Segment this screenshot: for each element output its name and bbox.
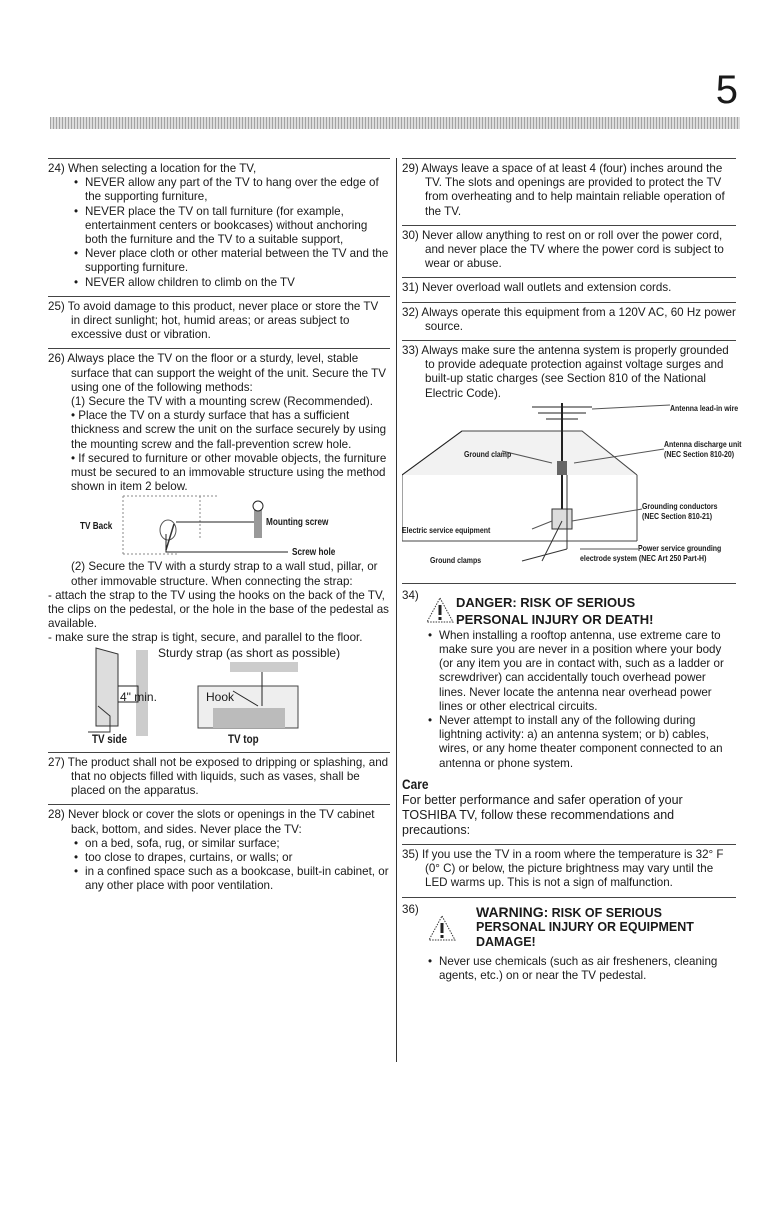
item-28-intro: 28) Never block or cover the slots or openings in the TV cabinet back, bottom, and sides. Never place the TV: <box>48 808 375 836</box>
item-33 <box>402 340 742 577</box>
electric-service-label: Electric service equipment <box>402 524 491 535</box>
item-24-bullet: • NEVER place the TV on tall furniture (for example, entertainment centers or bookcases) without anchoring both the furniture and the TV to a suitable support, <box>85 205 390 248</box>
tv-top-label: TV top <box>228 731 259 746</box>
warning-title-2: PERSONAL INJURY OR EQUIPMENT <box>476 919 694 934</box>
right-column <box>402 158 742 989</box>
power-grounding-label-2: electrode system (NEC Art 250 Part-H) <box>580 552 707 563</box>
grounding-section-label: (NEC Section 810-21) <box>642 510 713 521</box>
item-31-text: 31) Never overload wall outlets and extension cords. <box>402 281 672 295</box>
item-26-method-1a: • Place the TV on a sturdy surface that has a sufficient thickness and screw the unit on the surface securely by using the mounting screw and the fall-prevention screw hole. <box>71 409 387 451</box>
item-24-intro: 24) When selecting a location for the TV, <box>48 162 257 175</box>
item-34-bullet: • Never attempt to install any of the following during lightning activity: a) an antenna system; or b) cables, wires, or any home theater component connected to an antenna or phone system. <box>439 714 736 771</box>
left-column <box>48 158 390 900</box>
ground-clamp-label: Ground clamp <box>464 448 512 459</box>
item-34-number: 34) <box>402 588 419 602</box>
lead-in-label: Antenna lead-in wire <box>670 402 739 413</box>
warning-triangle-icon <box>426 597 454 623</box>
tv-back-label: TV Back <box>80 521 113 533</box>
grounding-conductors-label: Grounding conductors <box>642 500 718 511</box>
strap-label: Sturdy strap (as short as possible) <box>158 645 341 660</box>
item-32 <box>402 302 736 334</box>
screw-hole-label: Screw hole <box>292 547 336 559</box>
item-29-text: 29) Always leave a space of at least 4 (four) inches around the TV. The slots and openings are provided to protect the TV from overheating and to help maintain reliable operation of the TV. <box>402 162 725 218</box>
item-26-intro: 26) Always place the TV on the floor or a sturdy, level, stable surface that can support the weight of the unit. Secure the TV using one of the following methods: <box>48 352 386 394</box>
discharge-unit-label: Antenna discharge unit <box>664 438 742 449</box>
item-36 <box>402 897 736 983</box>
care-text: For better performance and safer operation of your TOSHIBA TV, follow these recommendations and precautions: <box>402 793 683 838</box>
item-28 <box>48 804 390 893</box>
item-26 <box>48 348 390 745</box>
item-28-bullet: • in a confined space such as a bookcase, built-in cabinet, or any other place with poor ventilation. <box>85 865 390 893</box>
mounting-screw-label: Mounting screw <box>266 517 329 529</box>
item-32-text: 32) Always operate this equipment from a 120V AC, 60 Hz power source. <box>402 305 736 333</box>
power-grounding-label: Power service grounding <box>638 542 722 553</box>
item-26-method-2a: - attach the strap to the TV using the hooks on the back of the TV, the clips on the pedestal, or the hole in the base of the pedestal as available. <box>48 588 389 631</box>
item-24-bullet: • Never place cloth or other material between the TV and the supporting furniture. <box>85 247 390 275</box>
item-24-bullet: • NEVER allow any part of the TV to hang over the edge of the supporting furniture, <box>85 176 390 204</box>
column-divider <box>396 158 397 1062</box>
item-26-method-1b: • If secured to furniture or other movable objects, the furniture must be secured to an immovable structure using the method shown in item 2 below. <box>71 451 387 494</box>
item-26-method-1: (1) Secure the TV with a mounting screw (Recommended). <box>71 395 373 409</box>
item-27-text: 27) The product shall not be exposed to dripping or splashing, and that no objects filled with liquids, such as vases, shall be placed on the apparatus. <box>48 755 389 798</box>
care-heading: Care <box>402 775 429 792</box>
warning-title-b: RISK OF SERIOUS <box>551 905 662 920</box>
danger-title-2: PERSONAL INJURY OR DEATH! <box>456 611 654 627</box>
item-28-bullet: • too close to drapes, curtains, or walls; or <box>85 851 390 865</box>
warning-triangle-icon <box>428 915 456 941</box>
item-36-bullet: • Never use chemicals (such as air fresheners, cleaning agents, etc.) on or near the TV pedestal. <box>439 955 736 983</box>
mounting-screw-figure <box>48 494 390 560</box>
item-27 <box>48 752 390 799</box>
item-25 <box>48 296 390 343</box>
item-24 <box>48 158 390 290</box>
hook-label: Hook <box>206 689 235 704</box>
item-30 <box>402 225 736 272</box>
discharge-section-label: (NEC Section 810-20) <box>664 448 735 459</box>
item-30-text: 30) Never allow anything to rest on or roll over the power cord, and never place the TV where the power cord is subject to wear or abuse. <box>402 228 724 271</box>
item-28-bullet: • on a bed, sofa, rug, or similar surface; <box>85 837 390 851</box>
item-35-text: 35) If you use the TV in a room where the temperature is 32° F (0° C) or below, the picture brightness may vary until the LED warms up. This is not a sign of malfunction. <box>402 848 724 890</box>
item-36-number: 36) <box>402 902 419 916</box>
item-31 <box>402 277 736 295</box>
item-35 <box>402 844 736 891</box>
page-number: 5 <box>715 68 738 112</box>
min-distance-label: 4" min. <box>120 689 157 704</box>
item-25-text: 25) To avoid damage to this product, never place or store the TV in direct sunlight; hot, humid areas; or areas subject to excessive dust or vibration. <box>48 299 379 342</box>
item-34 <box>402 583 736 771</box>
item-24-bullet: • NEVER allow children to climb on the TV <box>85 276 390 290</box>
ground-clamps-label: Ground clamps <box>430 554 482 565</box>
warning-title-3: DAMAGE! <box>476 934 536 949</box>
item-26-method-2: (2) Secure the TV with a sturdy strap to a wall stud, pillar, or other immovable structure. When connecting the strap: <box>71 560 378 588</box>
strap-figure <box>48 646 390 746</box>
item-26-method-2b: - make sure the strap is tight, secure, and parallel to the floor. <box>48 631 363 645</box>
item-34-bullet: • When installing a rooftop antenna, use extreme care to make sure you are never in a position where your body (or any item you are in contact with, such as a ladder or screwdriver) can accidentally touch overhead power lines. Never locate the antenna near overhead power lines or other electrical circuits. <box>439 629 736 714</box>
danger-title: DANGER: RISK OF SERIOUS <box>456 594 636 610</box>
item-29 <box>402 158 736 219</box>
item-33-text: 33) Always make sure the antenna system is properly grounded to provide adequate protection against voltage surges and built-up static charges (see Section 810 of the National Electric Code). <box>402 344 729 400</box>
tv-side-label: TV side <box>92 731 128 746</box>
header-band <box>50 117 740 129</box>
antenna-grounding-figure <box>402 401 742 577</box>
warning-title: WARNING: <box>476 903 549 920</box>
